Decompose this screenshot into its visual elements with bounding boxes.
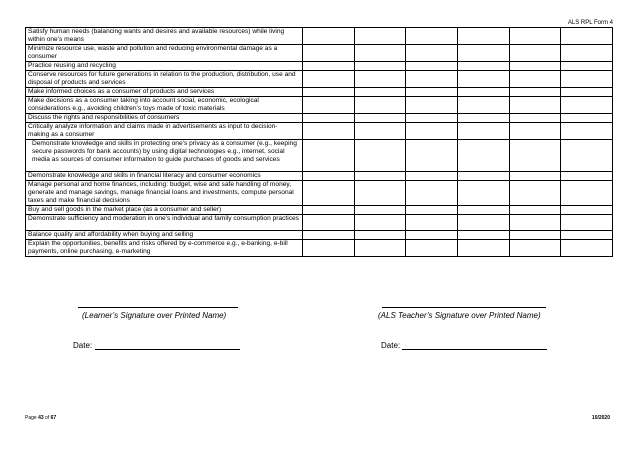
table-row	[26, 123, 613, 140]
rating-cell[interactable]	[303, 114, 355, 123]
table-row	[26, 97, 613, 114]
rating-cell[interactable]	[509, 172, 561, 181]
table-row	[26, 206, 613, 215]
rating-cell[interactable]	[303, 123, 355, 140]
competency-text: Make informed choices as a consumer of products and services	[26, 88, 303, 97]
page-current: 43	[38, 415, 44, 421]
rating-cell[interactable]	[457, 62, 509, 71]
rating-cell[interactable]	[354, 114, 406, 123]
rating-cell[interactable]	[406, 140, 458, 172]
rating-cell[interactable]	[561, 71, 613, 88]
competency-text: Balance quality and affordability when buying and selling	[26, 231, 303, 240]
rating-cell[interactable]	[561, 206, 613, 215]
table-row	[26, 172, 613, 181]
table-row	[26, 71, 613, 88]
rating-cell[interactable]	[457, 28, 509, 45]
rating-cell[interactable]	[303, 45, 355, 62]
rating-cell[interactable]	[354, 28, 406, 45]
rating-cell[interactable]	[303, 88, 355, 97]
rating-cell[interactable]	[303, 62, 355, 71]
teacher-signature-caption: (ALS Teacher’s Signature over Printed Name)	[378, 311, 541, 320]
competency-text: Discuss the rights and responsibilities of consumers	[26, 114, 303, 123]
rating-cell[interactable]	[303, 231, 355, 240]
rating-cell[interactable]	[457, 172, 509, 181]
page-total: 67	[50, 415, 57, 421]
teacher-date-line	[402, 349, 547, 350]
rating-cell[interactable]	[457, 88, 509, 97]
competency-text: Explain the opportunities, benefits and risks offered by e-commerce e.g., e-banking, e-bill payments, online purchasing, e-marketing	[26, 240, 303, 257]
rating-cell[interactable]	[303, 97, 355, 114]
rating-cell[interactable]	[561, 97, 613, 114]
learner-signature-line	[78, 307, 238, 308]
rating-cell[interactable]	[457, 140, 509, 172]
rating-cell[interactable]	[354, 181, 406, 206]
rating-cell[interactable]	[406, 97, 458, 114]
rating-cell[interactable]	[509, 140, 561, 172]
competency-text: Demonstrate knowledge and skills in financial literacy and consumer economics	[26, 172, 303, 181]
rating-cell[interactable]	[561, 215, 613, 231]
competency-text: Conserve resources for future generations in relation to the production, distribution, use and disposal of products and services	[26, 71, 303, 88]
rating-cell[interactable]	[457, 114, 509, 123]
rating-cell[interactable]	[457, 123, 509, 140]
rating-cell[interactable]	[354, 206, 406, 215]
rating-cell[interactable]	[509, 240, 561, 257]
rating-cell[interactable]	[406, 71, 458, 88]
rating-cell[interactable]	[354, 240, 406, 257]
table-row	[26, 181, 613, 206]
rating-cell[interactable]	[509, 231, 561, 240]
rating-cell[interactable]	[406, 215, 458, 231]
page-number: Page 43 of 67	[25, 415, 57, 421]
rating-cell[interactable]	[457, 215, 509, 231]
rating-cell[interactable]	[457, 71, 509, 88]
rating-cell[interactable]	[303, 215, 355, 231]
teacher-date-label: Date:	[381, 341, 401, 350]
rating-cell[interactable]	[303, 206, 355, 215]
rating-cell[interactable]	[303, 28, 355, 45]
rating-cell[interactable]	[509, 28, 561, 45]
rating-cell[interactable]	[457, 45, 509, 62]
rating-cell[interactable]	[561, 28, 613, 45]
teacher-signature-line	[382, 307, 546, 308]
rating-cell[interactable]	[406, 240, 458, 257]
competency-text: Practice reusing and recycling	[26, 62, 303, 71]
rating-cell[interactable]	[303, 140, 355, 172]
rating-cell[interactable]	[303, 71, 355, 88]
competency-text: Demonstrate sufficiency and moderation in one’s individual and family consumption practices	[26, 215, 303, 231]
rating-cell[interactable]	[354, 45, 406, 62]
competency-text: Buy and sell goods in the market place (as a consumer and seller)	[26, 206, 303, 215]
rating-cell[interactable]	[406, 231, 458, 240]
rating-cell[interactable]	[561, 181, 613, 206]
competency-text: Demonstrate knowledge and skills in protecting one’s privacy as a consumer (e.g., keeping secure passwords for bank accounts) by using digital technologies e.g., internet, social media as sources of consumer information to guide purchases of goods and services	[26, 140, 303, 172]
rating-cell[interactable]	[561, 140, 613, 172]
rating-cell[interactable]	[354, 88, 406, 97]
rating-cell[interactable]	[457, 97, 509, 114]
competency-text: Manage personal and home finances, including: budget, wise and safe handling of money, generate and manage savings, manage financial loans and investments, compute personal taxes and make financial decisions	[26, 181, 303, 206]
table-row	[26, 28, 613, 45]
learner-date-line	[95, 349, 240, 350]
competency-table	[25, 27, 613, 257]
rating-cell[interactable]	[561, 62, 613, 71]
rating-cell[interactable]	[457, 181, 509, 206]
rating-cell[interactable]	[509, 71, 561, 88]
table-row	[26, 114, 613, 123]
rating-cell[interactable]	[561, 114, 613, 123]
rating-cell[interactable]	[509, 206, 561, 215]
rating-cell[interactable]	[561, 240, 613, 257]
rating-cell[interactable]	[354, 231, 406, 240]
rating-cell[interactable]	[354, 97, 406, 114]
rating-cell[interactable]	[406, 123, 458, 140]
table-row	[26, 140, 613, 172]
table-row	[26, 231, 613, 240]
rating-cell[interactable]	[303, 181, 355, 206]
rating-cell[interactable]	[354, 215, 406, 231]
table-row	[26, 240, 613, 257]
rating-cell[interactable]	[561, 88, 613, 97]
rating-cell[interactable]	[406, 181, 458, 206]
rating-cell[interactable]	[561, 123, 613, 140]
rating-cell[interactable]	[509, 97, 561, 114]
form-date-code: 10/2020	[591, 415, 610, 421]
table-row	[26, 88, 613, 97]
rating-cell[interactable]	[561, 45, 613, 62]
rating-cell[interactable]	[406, 114, 458, 123]
rating-cell[interactable]	[303, 172, 355, 181]
learner-signature-caption: (Learner’s Signature over Printed Name)	[82, 311, 227, 320]
competency-text: Minimize resource use, waste and pollution and reducing environmental damage as a consumer	[26, 45, 303, 62]
rating-cell[interactable]	[509, 181, 561, 206]
rating-cell[interactable]	[354, 172, 406, 181]
rating-cell[interactable]	[561, 172, 613, 181]
competency-text: Satisfy human needs (balancing wants and desires and available resources) while living within one’s means	[26, 28, 303, 45]
rating-cell[interactable]	[406, 45, 458, 62]
rating-cell[interactable]	[406, 172, 458, 181]
rating-cell[interactable]	[457, 231, 509, 240]
rating-cell[interactable]	[509, 62, 561, 71]
learner-date-label: Date:	[73, 341, 93, 350]
table-row	[26, 215, 613, 231]
rating-cell[interactable]	[509, 123, 561, 140]
rating-cell[interactable]	[354, 62, 406, 71]
rating-cell[interactable]	[354, 123, 406, 140]
rating-cell[interactable]	[354, 140, 406, 172]
table-row	[26, 62, 613, 71]
table-row	[26, 45, 613, 62]
rating-cell[interactable]	[509, 114, 561, 123]
rating-cell[interactable]	[406, 28, 458, 45]
rating-cell[interactable]	[406, 62, 458, 71]
competency-text: Make decisions as a consumer taking into account social, economic, ecological considerations e.g., avoiding children’s toys made of toxic materials	[26, 97, 303, 114]
rating-cell[interactable]	[509, 88, 561, 97]
rating-cell[interactable]	[303, 240, 355, 257]
rating-cell[interactable]	[509, 215, 561, 231]
rating-cell[interactable]	[509, 45, 561, 62]
rating-cell[interactable]	[457, 240, 509, 257]
rating-cell[interactable]	[561, 231, 613, 240]
rating-cell[interactable]	[457, 206, 509, 215]
form-label: ALS RPL Form 4	[567, 20, 613, 26]
competency-text: Critically analyze information and claims made in advertisements as input to decision- making as a consumer	[26, 123, 303, 140]
rating-cell[interactable]	[406, 88, 458, 97]
rating-cell[interactable]	[354, 71, 406, 88]
rating-cell[interactable]	[406, 206, 458, 215]
